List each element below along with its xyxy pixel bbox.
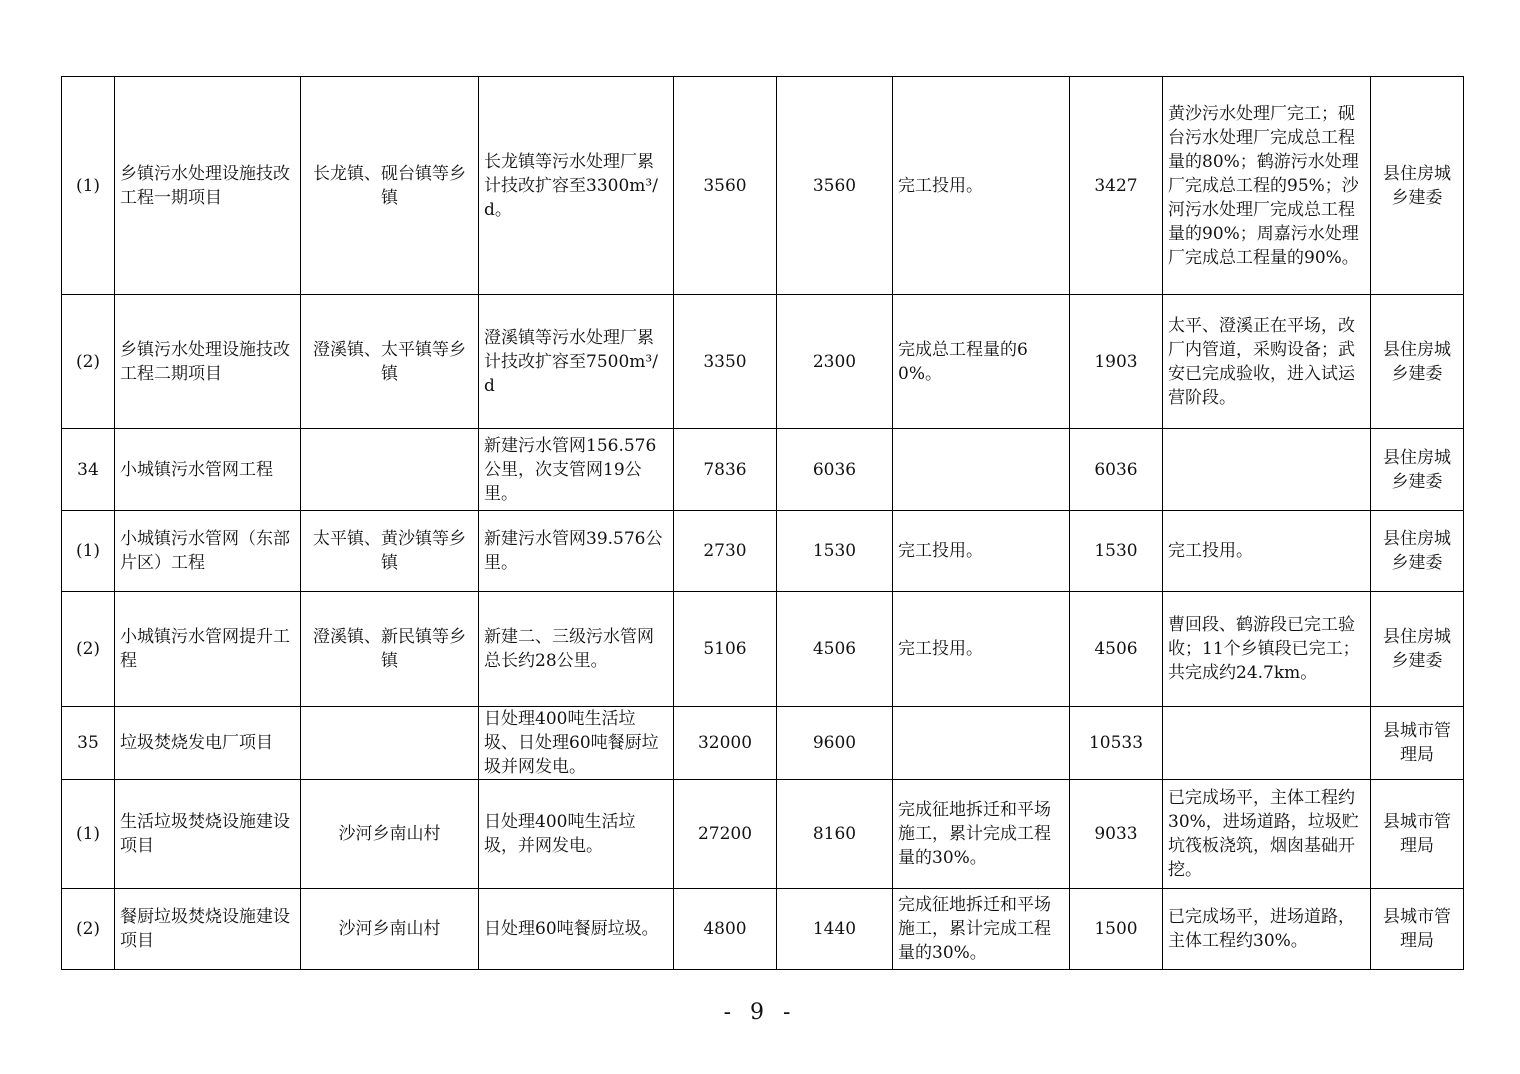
cell-department: 县城市管理局 <box>1371 889 1464 970</box>
cell-sequence: (1) <box>62 780 115 889</box>
cell-progress: 完工投用。 <box>1163 511 1371 592</box>
cell-construction-content: 澄溪镇等污水处理厂累计技改扩容至7500m³/d <box>479 295 674 429</box>
cell-completed-investment: 1500 <box>1070 889 1163 970</box>
cell-construction-content: 长龙镇等污水处理厂累计技改扩容至3300m³/d。 <box>479 77 674 295</box>
cell-annual-goal <box>893 707 1070 780</box>
cell-department: 县城市管理局 <box>1371 707 1464 780</box>
cell-annual-goal: 完成总工程量的60%。 <box>893 295 1070 429</box>
cell-project-name: 垃圾焚烧发电厂项目 <box>115 707 301 780</box>
cell-project-name: 小城镇污水管网（东部片区）工程 <box>115 511 301 592</box>
cell-department: 县住房城乡建委 <box>1371 295 1464 429</box>
cell-progress <box>1163 707 1371 780</box>
cell-completed-investment: 6036 <box>1070 429 1163 511</box>
cell-total-investment: 5106 <box>674 592 777 707</box>
cell-total-investment: 3350 <box>674 295 777 429</box>
cell-annual-goal: 完工投用。 <box>893 77 1070 295</box>
page-number: - 9 - <box>723 1000 797 1025</box>
table-row <box>62 592 1464 707</box>
cell-total-investment: 32000 <box>674 707 777 780</box>
cell-project-name: 小城镇污水管网工程 <box>115 429 301 511</box>
cell-total-investment: 7836 <box>674 429 777 511</box>
cell-construction-content: 日处理400吨生活垃圾，并网发电。 <box>479 780 674 889</box>
cell-location: 澄溪镇、新民镇等乡镇 <box>301 592 479 707</box>
cell-completed-investment: 10533 <box>1070 707 1163 780</box>
cell-progress: 黄沙污水处理厂完工；砚台污水处理厂完成总工程量的80%；鹤游污水处理厂完成总工程的95%；沙河污水处理厂完成总工程量的90%；周嘉污水处理厂完成总工程量的90%。 <box>1163 77 1371 295</box>
cell-planned-investment: 8160 <box>777 780 893 889</box>
cell-department: 县住房城乡建委 <box>1371 592 1464 707</box>
cell-location <box>301 707 479 780</box>
project-progress-table <box>61 76 1464 970</box>
cell-completed-investment: 4506 <box>1070 592 1163 707</box>
cell-sequence: (1) <box>62 511 115 592</box>
cell-planned-investment: 6036 <box>777 429 893 511</box>
cell-location: 沙河乡南山村 <box>301 780 479 889</box>
cell-department: 县城市管理局 <box>1371 780 1464 889</box>
cell-planned-investment: 9600 <box>777 707 893 780</box>
cell-construction-content: 新建二、三级污水管网总长约28公里。 <box>479 592 674 707</box>
cell-progress: 曹回段、鹤游段已完工验收；11个乡镇段已完工；共完成约24.7km。 <box>1163 592 1371 707</box>
cell-project-name: 小城镇污水管网提升工程 <box>115 592 301 707</box>
cell-location: 长龙镇、砚台镇等乡镇 <box>301 77 479 295</box>
cell-sequence: 35 <box>62 707 115 780</box>
table-row <box>62 511 1464 592</box>
cell-completed-investment: 3427 <box>1070 77 1163 295</box>
table-row <box>62 780 1464 889</box>
cell-annual-goal <box>893 429 1070 511</box>
cell-total-investment: 4800 <box>674 889 777 970</box>
cell-annual-goal: 完工投用。 <box>893 592 1070 707</box>
cell-department: 县住房城乡建委 <box>1371 77 1464 295</box>
cell-construction-content: 新建污水管网156.576公里，次支管网19公里。 <box>479 429 674 511</box>
cell-progress: 已完成场平，进场道路，主体工程约30%。 <box>1163 889 1371 970</box>
cell-sequence: (1) <box>62 77 115 295</box>
cell-progress <box>1163 429 1371 511</box>
cell-sequence: (2) <box>62 889 115 970</box>
cell-annual-goal: 完成征地拆迁和平场施工，累计完成工程量的30%。 <box>893 889 1070 970</box>
cell-planned-investment: 2300 <box>777 295 893 429</box>
table-row <box>62 889 1464 970</box>
cell-project-name: 乡镇污水处理设施技改工程二期项目 <box>115 295 301 429</box>
cell-project-name: 乡镇污水处理设施技改工程一期项目 <box>115 77 301 295</box>
cell-progress: 已完成场平，主体工程约30%，进场道路，垃圾贮坑筏板浇筑，烟囱基础开挖。 <box>1163 780 1371 889</box>
cell-sequence: (2) <box>62 592 115 707</box>
cell-sequence: (2) <box>62 295 115 429</box>
cell-planned-investment: 1440 <box>777 889 893 970</box>
cell-completed-investment: 1530 <box>1070 511 1163 592</box>
cell-planned-investment: 1530 <box>777 511 893 592</box>
cell-planned-investment: 4506 <box>777 592 893 707</box>
cell-project-name: 餐厨垃圾焚烧设施建设项目 <box>115 889 301 970</box>
cell-construction-content: 日处理60吨餐厨垃圾。 <box>479 889 674 970</box>
table-row <box>62 295 1464 429</box>
cell-annual-goal: 完工投用。 <box>893 511 1070 592</box>
cell-location: 太平镇、黄沙镇等乡镇 <box>301 511 479 592</box>
cell-location: 澄溪镇、太平镇等乡镇 <box>301 295 479 429</box>
cell-total-investment: 2730 <box>674 511 777 592</box>
cell-sequence: 34 <box>62 429 115 511</box>
table-row <box>62 707 1464 780</box>
cell-progress: 太平、澄溪正在平场，改厂内管道，采购设备；武安已完成验收，进入试运营阶段。 <box>1163 295 1371 429</box>
table-row <box>62 429 1464 511</box>
cell-location <box>301 429 479 511</box>
cell-department: 县住房城乡建委 <box>1371 429 1464 511</box>
cell-completed-investment: 1903 <box>1070 295 1163 429</box>
cell-department: 县住房城乡建委 <box>1371 511 1464 592</box>
cell-construction-content: 日处理400吨生活垃圾、日处理60吨餐厨垃圾并网发电。 <box>479 707 674 780</box>
cell-annual-goal: 完成征地拆迁和平场施工，累计完成工程量的30%。 <box>893 780 1070 889</box>
cell-location: 沙河乡南山村 <box>301 889 479 970</box>
cell-planned-investment: 3560 <box>777 77 893 295</box>
cell-total-investment: 27200 <box>674 780 777 889</box>
cell-completed-investment: 9033 <box>1070 780 1163 889</box>
cell-construction-content: 新建污水管网39.576公里。 <box>479 511 674 592</box>
table-row <box>62 77 1464 295</box>
cell-project-name: 生活垃圾焚烧设施建设项目 <box>115 780 301 889</box>
cell-total-investment: 3560 <box>674 77 777 295</box>
